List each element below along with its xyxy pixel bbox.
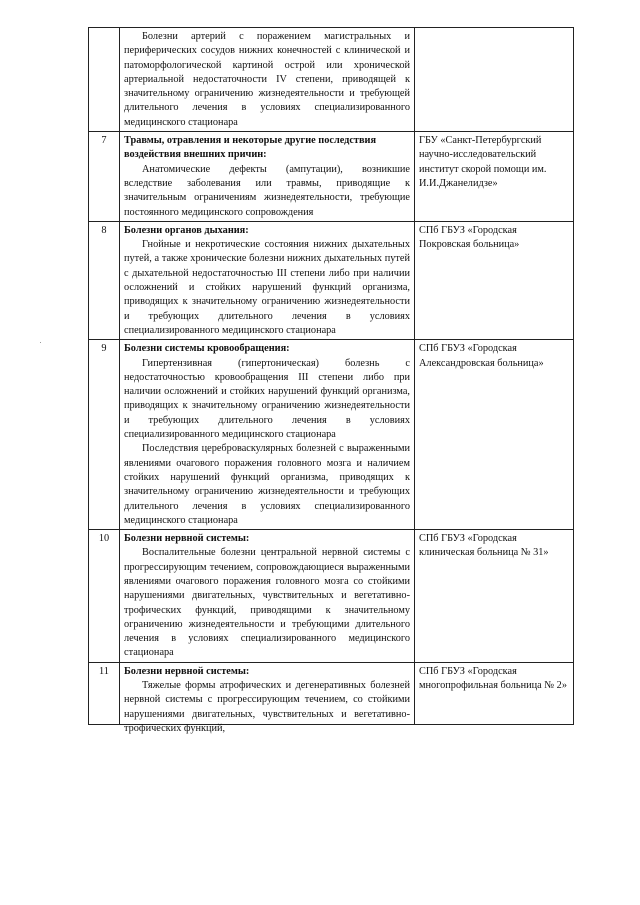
disease-description	[120, 28, 415, 132]
disease-group-title: Травмы, отравления и некоторые другие последствия воздействия внешних причин:	[124, 135, 377, 161]
disease-description	[120, 662, 415, 734]
institution-name: СПб ГБУЗ «Городская клиническая больница № 31»	[415, 530, 574, 663]
institution-name: ГБУ «Санкт-Петербургский научно-исследовательский институт скорой помощи им. И.И.Джанелидзе»	[415, 132, 574, 222]
table-row	[89, 132, 574, 222]
row-number: 9	[89, 340, 120, 530]
description-paragraph: Последствия цереброваскулярных болезней с выраженными явлениями очагового поражения головного мозга и наличием стойких нарушений функций организма, приводящих к значительному ограничению жизнедеятельности и требующих длительного лечения в условиях специализированного медицинского стационара	[124, 443, 410, 526]
institution-name: СПб ГБУЗ «Городская Александровская больница»	[415, 340, 574, 530]
description-paragraph: Воспалительные болезни центральной нервной системы с прогрессирующим течением, сопровождающиеся выраженными явлениями очагового поражения головного мозга со стойкими нарушениями двигательных, чувствительных и вегетативно-трофических функций, приводящими к значительному ограничению жизнедеятельности и требующими длительного лечения в условиях специализированного медицинского стационара	[124, 547, 410, 659]
row-number: 7	[89, 132, 120, 222]
disease-description	[120, 221, 415, 339]
description-paragraph: Анатомические дефекты (ампутации), возникшие вследствие заболевания или травмы, приводящие к значительным ограничениям жизнедеятельности, требующие постоянного медицинского сопровождения	[124, 163, 410, 218]
table-row	[89, 340, 574, 530]
description-paragraph: Тяжелые формы атрофических и дегенеративных болезней нервной системы с прогрессирующим течением, со стойкими нарушениями двигательных, чувствительных и вегетативно-трофических функций,	[124, 680, 410, 734]
institution-name	[415, 28, 574, 132]
margin-dot	[40, 342, 41, 343]
table-row	[89, 28, 574, 132]
description-paragraph: Гипертензивная (гипертоническая) болезнь с недостаточностью кровообращения III степени либо при наличии осложнений и стойких нарушений функций организма, приводящих к значительному ограничению жизнедеятельности и требующих длительного лечения в условиях специализированного медицинского стационара	[124, 357, 410, 441]
description-paragraph: Болезни артерий с поражением магистральных и периферических сосудов нижних конечностей с клинической и патоморфологической картиной острой или хронической артериальной недостаточности IV степени, приводящей к значительному ограничению жизнедеятельности и требующей длительного лечения в условиях специализированного медицинского стационара	[124, 31, 410, 128]
disease-description	[120, 340, 415, 530]
institution-name: СПб ГБУЗ «Городская многопрофильная больница № 2»	[415, 662, 574, 724]
row-number: 11	[89, 662, 120, 724]
row-number: 8	[89, 221, 120, 339]
disease-group-title: Болезни органов дыхания:	[124, 224, 249, 236]
table-row	[89, 662, 574, 724]
disease-description	[120, 132, 415, 222]
disease-group-title: Болезни системы кровообращения:	[124, 343, 290, 355]
description-paragraph: Гнойные и некротические состояния нижних дыхательных путей, а также хронические болезни нижних дыхательных путей с дыхательной недостаточностью III степени либо при наличии осложнений и стойких нарушений функций организма, приводящих к значительному ограничению жизнедеятельности и требующих длительного лечения в условиях специализированного медицинского стационара	[124, 239, 410, 336]
institution-name: СПб ГБУЗ «Городская Покровская больница»	[415, 221, 574, 339]
row-number	[89, 28, 120, 132]
table-row	[89, 530, 574, 663]
disease-description	[120, 530, 415, 663]
table-row	[89, 221, 574, 339]
disease-group-title: Болезни нервной системы:	[124, 533, 250, 545]
row-number: 10	[89, 530, 120, 663]
disease-group-title: Болезни нервной системы:	[124, 665, 250, 677]
diseases-institutions-table	[88, 27, 574, 734]
